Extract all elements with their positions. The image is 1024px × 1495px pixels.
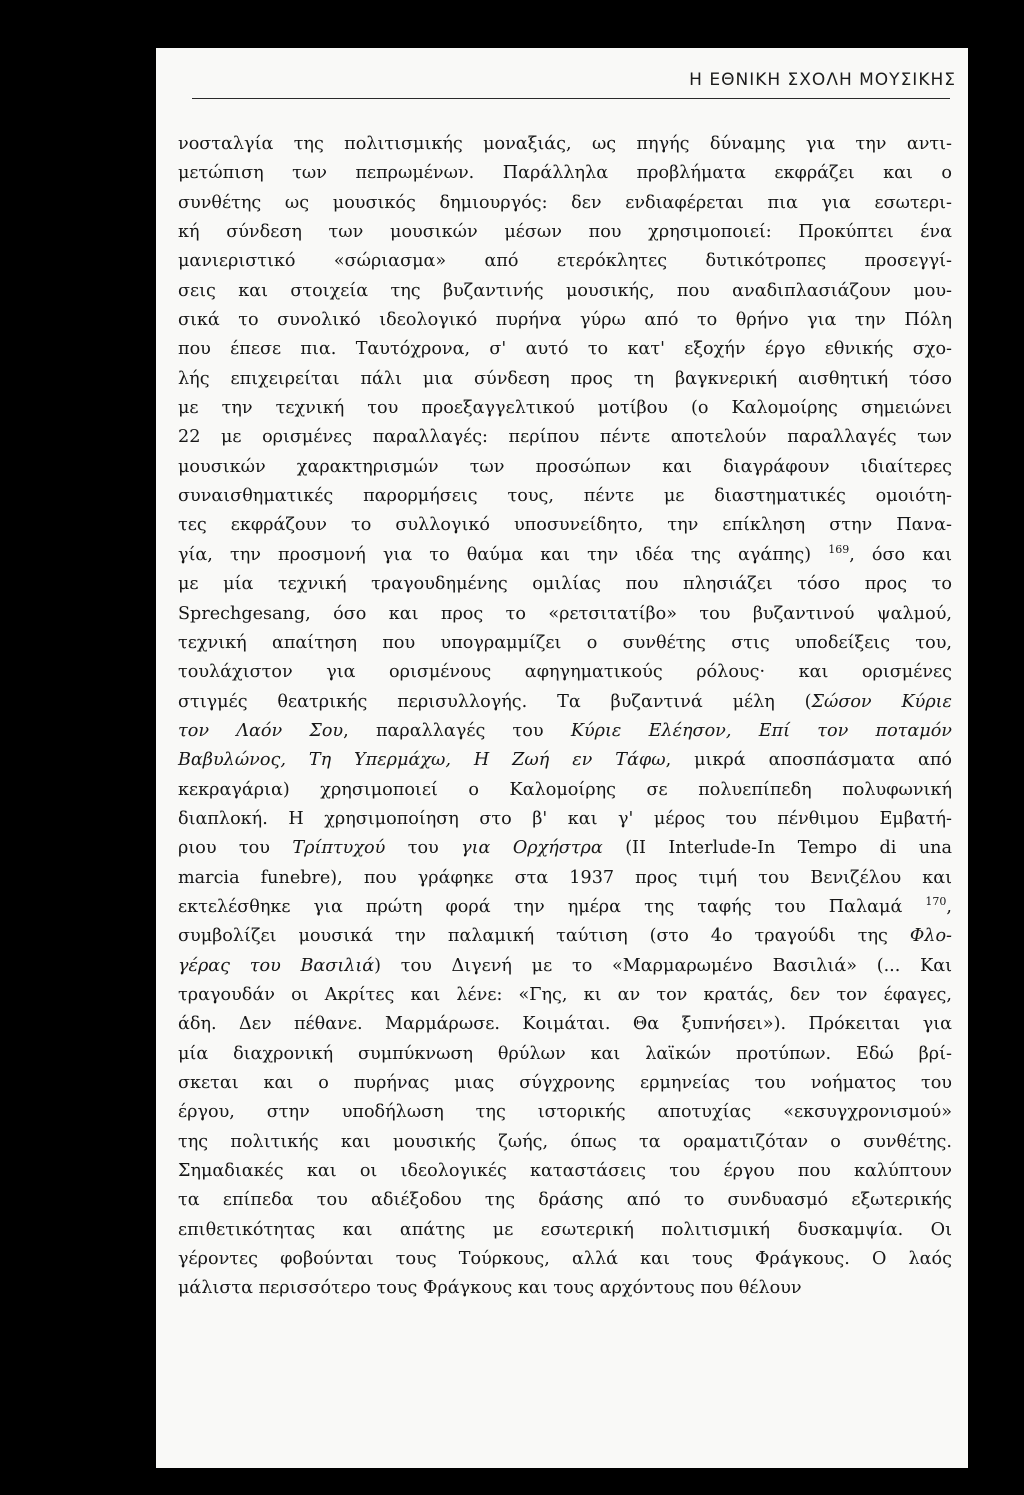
footnote-marker: 170 (925, 894, 947, 908)
text-line: τουλάχιστον για ορισμένους αφηγηματικούς ρόλους· και ορισμένες (178, 662, 952, 683)
text-line (178, 717, 952, 746)
text-line: που έπεσε πια. Ταυτόχρονα, σ' αυτό το κατ' εξοχήν έργο εθνικής σχο- (178, 339, 952, 360)
text-line: νοσταλγία της πολιτισμικής μοναξιάς, ως πηγής δύναμης για την αντι- (178, 134, 952, 154)
running-head-title: Η ΕΘΝΙΚΗ ΣΧΟΛΗ ΜΟΥΣΙΚΗΣ (689, 70, 956, 90)
text-line: κεκραγάρια) χρησιμοποιεί ο Καλομοίρης σε πολυεπίπεδη πολυφωνική (178, 779, 952, 800)
text-line: με μία τεχνική τραγουδημένης ομιλίας που πλησιάζει τόσο προς το (178, 574, 952, 595)
text-line: σκεται και ο πυρήνας μιας σύγχρονης ερμηνείας του νοήματος του (178, 1073, 952, 1093)
text-line (178, 834, 952, 863)
italic-title: Τρίπτυχού (292, 838, 386, 859)
text-line: επιθετικότητας και απάτης με εσωτερική πολιτισμική δυσκαμψία. Οι (178, 1219, 952, 1240)
text-line: μετώπιση των πεπρωμένων. Παράλληλα προβλήματα εκφράζει και ο (178, 163, 952, 184)
italic-title: Βαβυλώνος, Τη Υπερμάχω, Η Ζωή εν Τάφω (178, 750, 666, 771)
text-line: μουσικών χαρακτηρισμών των προσώπων και διαγράφουν ιδιαίτερες (178, 456, 952, 477)
line-text: , παραλλαγές του (343, 720, 571, 741)
text-line (178, 688, 952, 717)
line-text: του (385, 838, 462, 859)
text-line: διαπλοκή. Η χρησιμοποίηση στο β' και γ' μέρος του πένθιμου Εμβατή- (178, 808, 952, 829)
text-line: σεις και στοιχεία της βυζαντινής μουσικής, που αναδιπλασιάζουν μου- (178, 280, 952, 301)
line-text: ριου του (178, 838, 293, 859)
italic-title: για Ορχήστρα (461, 838, 603, 859)
text-line: της πολιτικής και μουσικής ζωής, όπως τα οραματιζόταν ο συνθέτης. (178, 1131, 952, 1152)
line-text: , (946, 896, 952, 917)
text-line (178, 922, 952, 951)
text-line: συναισθηματικές παρορμήσεις τους, πέντε με διαστηματικές ομοιότη- (178, 486, 952, 507)
text-line: έργου, στην υποδήλωση της ιστορικής αποτυχίας «εκσυγχρονισμού» (178, 1102, 952, 1123)
italic-title: Φλο- (909, 926, 952, 947)
text-line: τες εκφράζουν το συλλογικό υποσυνείδητο, την επίκληση στην Πανα- (178, 515, 952, 536)
text-line: γέροντες φοβούνται τους Τούρκους, αλλά και τους Φράγκους. Ο λαός (178, 1249, 952, 1270)
text-line: τα επίπεδα του αδιέξοδου της δράσης από το συνδυασμό εξωτερικής (178, 1190, 952, 1211)
text-line: λής επιχειρείται πάλι μια σύνδεση προς τη βαγκνερική αισθητική τόσο (178, 368, 952, 389)
text-line (178, 746, 952, 775)
header-rule (192, 98, 950, 99)
text-line: άδη. Δεν πέθανε. Μαρμάρωσε. Κοιμάται. Θα ξυπνήσει»). Πρόκειται για (178, 1014, 952, 1035)
italic-title: Κύριε Ελέησον, Επί τον ποταμόν (570, 720, 952, 741)
text-line-with-footnote (178, 541, 952, 570)
line-text: εκτελέσθηκε για πρώτη φορά την ημέρα της ταφής του Παλαμά (178, 896, 926, 917)
italic-title: Σώσον Κύριε (811, 691, 953, 712)
text-line-with-footnote (178, 893, 952, 922)
line-text: συμβολίζει μουσικά την παλαμική ταύτιση (στο 4ο τραγούδι της (178, 926, 910, 947)
body-text (178, 130, 952, 1304)
line-text: ) του Διγενή με το «Μαρμαρωμένο Βασιλιά» (... Και (374, 955, 952, 976)
text-line: κή σύνδεση των μουσικών μέσων που χρησιμοποιεί: Προκύπτει ένα (178, 222, 952, 243)
line-text: , μικρά αποσπάσματα από (665, 750, 952, 771)
text-line: μάλιστα περισσότερο τους Φράγκους και τους αρχόντους που θέλουν (178, 1278, 802, 1299)
italic-title: τον Λαόν Σου (178, 720, 344, 741)
line-text: , όσο και (849, 544, 952, 565)
footnote-marker: 169 (828, 542, 850, 556)
text-line: Σημαδιακές και οι ιδεολογικές καταστάσεις του έργου που καλύπτουν (178, 1161, 952, 1182)
line-text: στιγμές θεατρικής περισυλλογής. Τα βυζαντινά μέλη ( (178, 691, 812, 712)
italic-title: γέρας του Βασιλιά (178, 955, 375, 976)
text-line: marcia funebre), που γράφηκε στα 1937 προς τιμή του Βενιζέλου και (178, 867, 952, 888)
line-text: γία, την προσμονή για το θαύμα και την ιδέα της αγάπης) (178, 544, 829, 565)
book-page (156, 48, 968, 1468)
text-line: σικά το συνολικό ιδεολογικό πυρήνα γύρω από το θρήνο για την Πόλη (178, 310, 952, 331)
text-line: 22 με ορισμένες παραλλαγές: περίπου πέντε αποτελούν παραλλαγές των (178, 427, 952, 448)
text-line: τραγουδάν οι Ακρίτες και λένε: «Γης, κι αν τον κρατάς, δεν τον έφαγες, (178, 984, 952, 1005)
text-line: συνθέτης ως μουσικός δημιουργός: δεν ενδιαφέρεται πια για εσωτερι- (178, 192, 952, 213)
line-text: (II Interlude-In Tempo di una (602, 838, 952, 859)
text-line: με την τεχνική του προεξαγγελτικού μοτίβου (ο Καλομοίρης σημειώνει (178, 398, 952, 419)
text-line: τεχνική απαίτηση που υπογραμμίζει ο συνθέτης στις υποδείξεις του, (178, 632, 952, 653)
text-line: Sprechgesang, όσο και προς το «ρετσιτατίβο» του βυζαντινού ψαλμού, (178, 603, 952, 624)
text-line (178, 952, 952, 981)
text-line: μία διαχρονική συμπύκνωση θρύλων και λαϊκών προτύπων. Εδώ βρί- (178, 1043, 952, 1064)
text-line: μανιεριστικό «σώριασμα» από ετερόκλητες δυτικότροπες προσεγγί- (178, 251, 952, 272)
